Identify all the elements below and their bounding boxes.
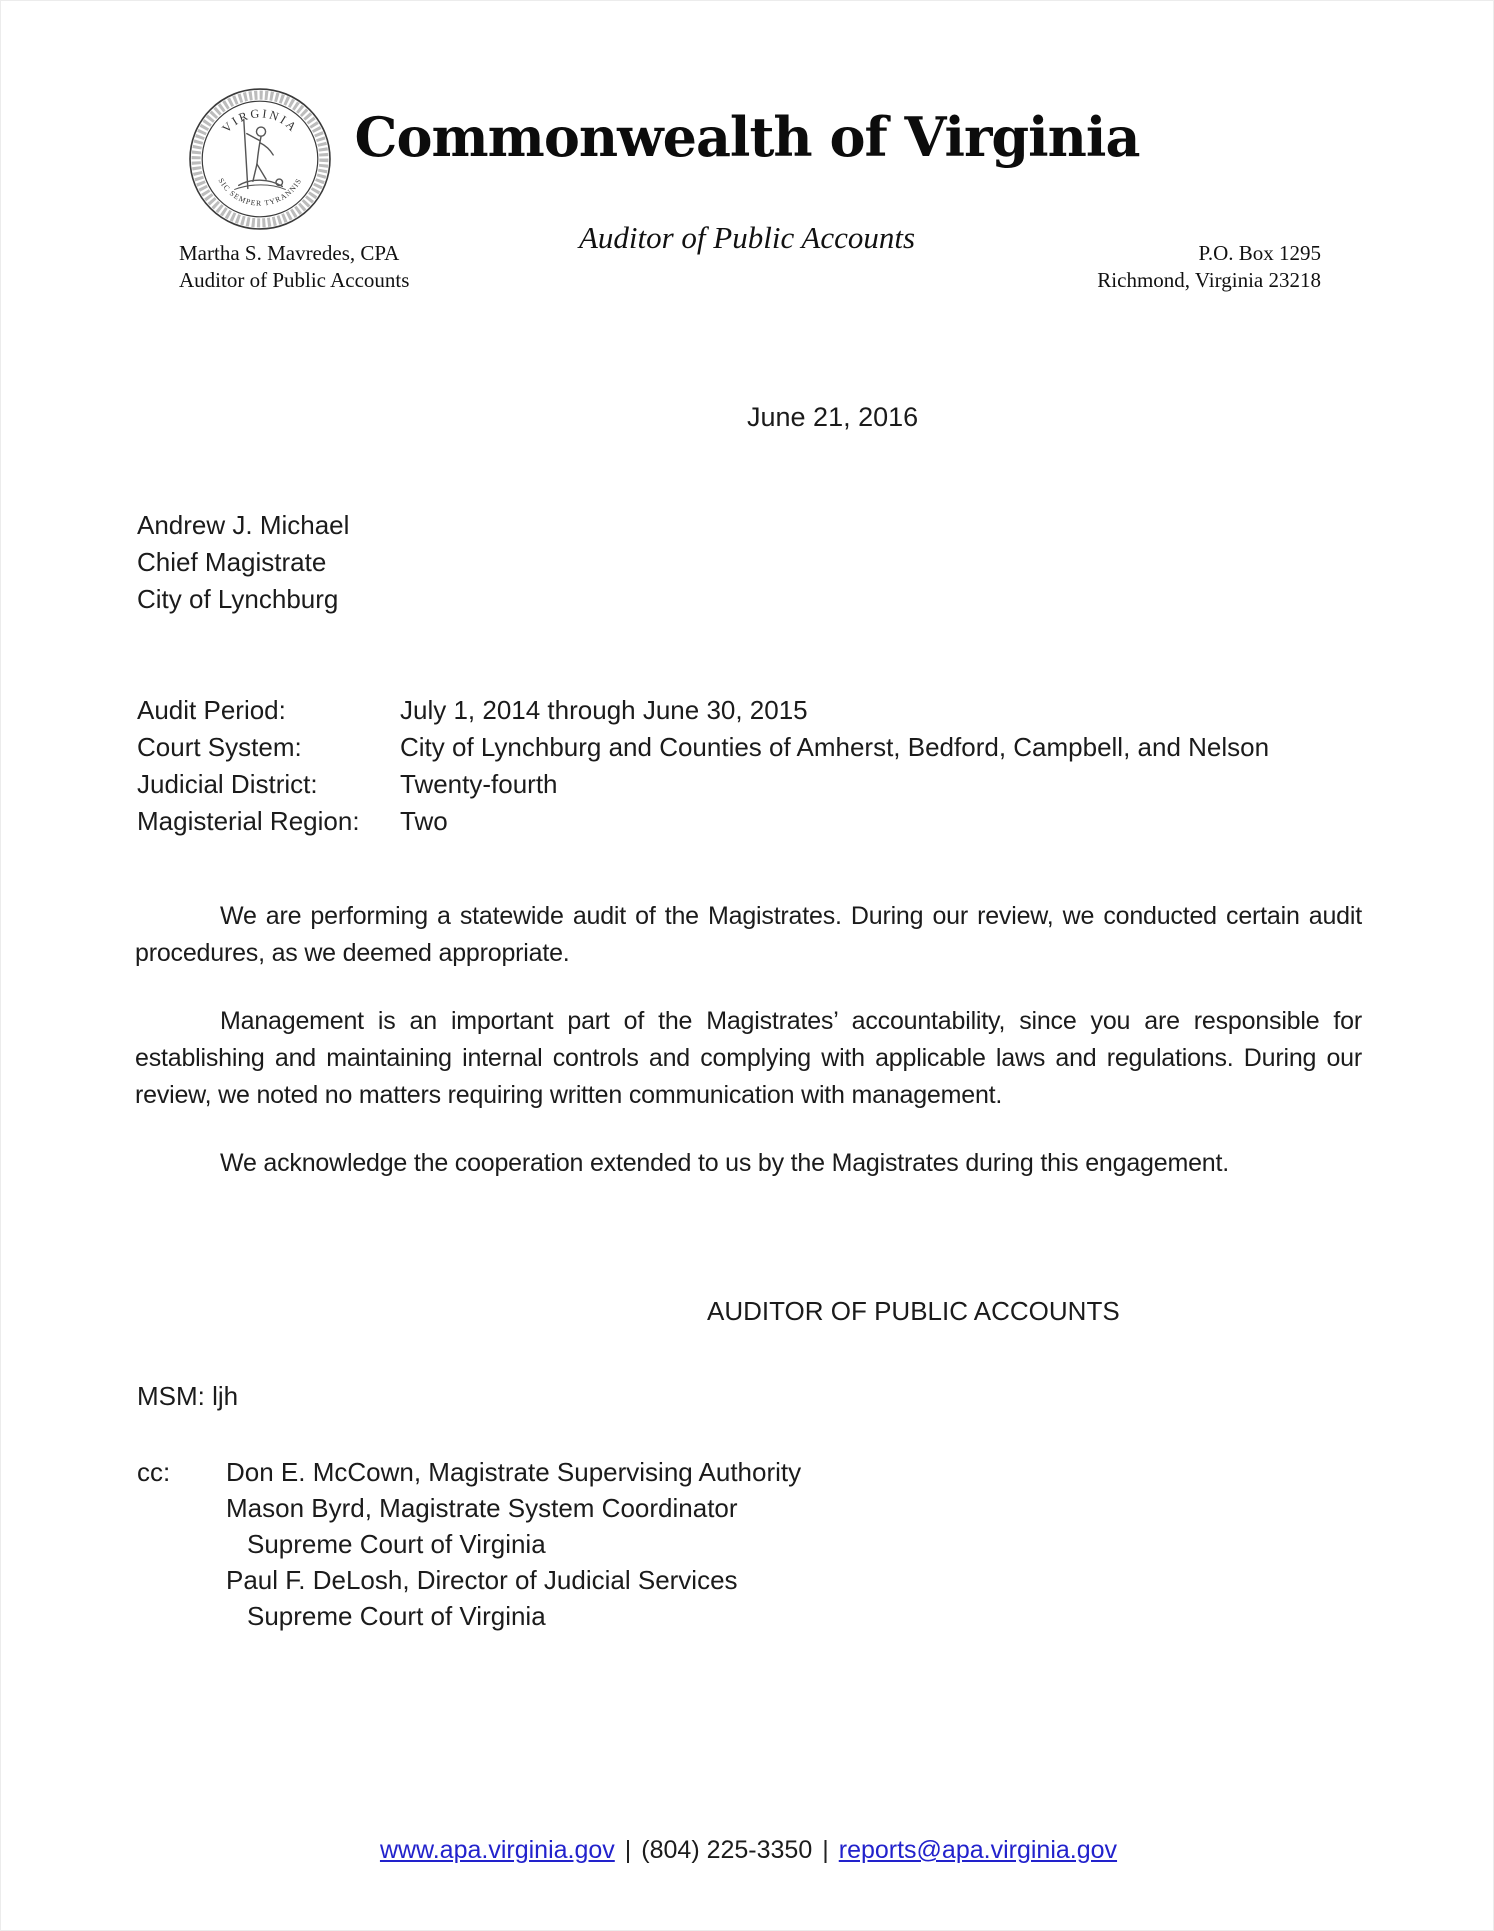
- cc-entry: Don E. McCown, Magistrate Supervising Authority: [226, 1457, 802, 1487]
- address-line-2: Richmond, Virginia 23218: [1097, 268, 1321, 292]
- recipient-name: Andrew J. Michael: [137, 510, 350, 540]
- letter-date: June 21, 2016: [747, 402, 919, 432]
- recipient-location: City of Lynchburg: [137, 584, 339, 614]
- recipient-block: [137, 507, 349, 618]
- body-paragraph-3: We acknowledge the cooperation extended to us by the Magistrates during this engagement.: [220, 1149, 1229, 1177]
- judicial-district-value: Twenty-fourth: [400, 769, 558, 799]
- official-block: [179, 240, 409, 294]
- official-title: Auditor of Public Accounts: [179, 268, 410, 292]
- magisterial-region-label: Magisterial Region:: [137, 806, 360, 836]
- cc-entry: Paul F. DeLosh, Director of Judicial Services: [226, 1565, 738, 1595]
- phone-number: (804) 225-3350: [641, 1836, 813, 1864]
- audit-info-row: [137, 692, 1269, 729]
- letter-body: [135, 898, 1362, 1213]
- cc-block: [137, 1454, 801, 1634]
- audit-info-row: [137, 766, 1269, 803]
- audit-period-value: July 1, 2014 through June 30, 2015: [400, 695, 808, 725]
- cc-label: cc:: [137, 1457, 171, 1487]
- seal-bottom-text: SIC SEMPER TYRANNIS: [216, 176, 304, 208]
- judicial-district-label: Judicial District:: [137, 769, 318, 799]
- official-name: Martha S. Mavredes, CPA: [179, 241, 400, 265]
- audit-info-row: [137, 729, 1269, 766]
- body-paragraph-2: Management is an important part of the Magistrates’ accountability, since you are responsible for establishing and maintaining internal controls and complying with applicable laws and regulations. During our review, we noted no matters requiring written communication with management.: [135, 1007, 1362, 1109]
- court-system-label: Court System:: [137, 732, 302, 762]
- court-system-value: City of Lynchburg and Counties of Amherst, Bedford, Campbell, and Nelson: [400, 732, 1270, 762]
- audit-info-row: [137, 803, 1269, 840]
- address-line-1: P.O. Box 1295: [1198, 241, 1321, 265]
- cc-entry-suborg: Supreme Court of Virginia: [247, 1529, 546, 1559]
- body-paragraph-1: We are performing a statewide audit of the Magistrates. During our review, we conducted certain audit procedures, as we deemed appropriate.: [135, 902, 1362, 967]
- signature-line: AUDITOR OF PUBLIC ACCOUNTS: [707, 1296, 1120, 1326]
- recipient-title: Chief Magistrate: [137, 547, 327, 577]
- email-link[interactable]: reports@apa.virginia.gov: [838, 1836, 1118, 1864]
- cc-entry: Mason Byrd, Magistrate System Coordinator: [226, 1493, 738, 1523]
- footer-contact-line: [135, 1836, 1362, 1865]
- footer-separator: |: [624, 1836, 632, 1864]
- letterhead-title: Commonwealth of Virginia: [354, 105, 1140, 169]
- seal-top-text: VIRGINIA: [219, 106, 301, 136]
- website-link[interactable]: www.apa.virginia.gov: [379, 1836, 615, 1864]
- magisterial-region-value: Two: [400, 806, 448, 836]
- address-block: [1097, 240, 1321, 294]
- letterhead-subtitle: Auditor of Public Accounts: [578, 220, 916, 255]
- audit-period-label: Audit Period:: [137, 695, 286, 725]
- reference-initials: MSM: ljh: [137, 1381, 239, 1411]
- footer-separator: |: [822, 1836, 829, 1864]
- cc-entry-suborg: Supreme Court of Virginia: [247, 1601, 546, 1631]
- cc-list: [226, 1454, 801, 1634]
- audit-info-block: [137, 692, 1269, 840]
